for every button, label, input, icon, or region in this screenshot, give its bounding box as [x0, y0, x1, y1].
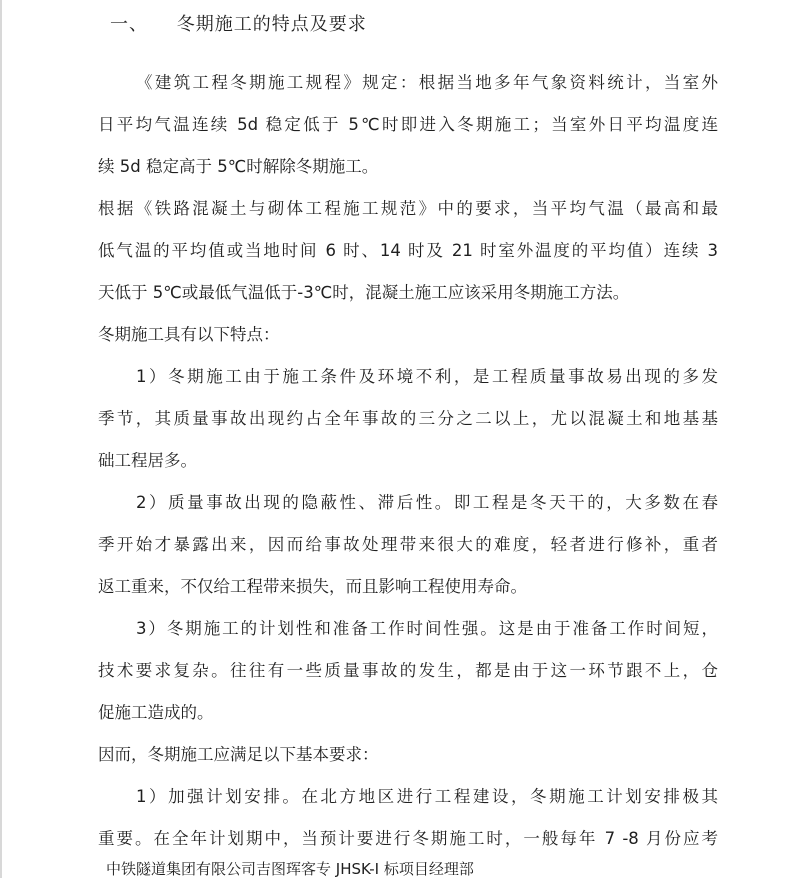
text-line: 日平均气温连续 5d 稳定低于 5℃时即进入冬期施工；当室外日平均温度连 [98, 115, 718, 134]
text-line: 季节，其质量事故出现约占全年事故的三分之二以上，尤以混凝土和地基基 [98, 409, 718, 428]
page-left-edge [0, 0, 2, 878]
text-line: 促施工造成的。 [98, 703, 214, 722]
text-line: 季开始才暴露出来，因而给事故处理带来很大的难度，轻者进行修补，重者 [98, 535, 718, 554]
section-title: 冬期施工的特点及要求 [176, 14, 367, 35]
text-line: 因而，冬期施工应满足以下基本要求： [98, 745, 379, 764]
text-line: 返工重来，不仅给工程带来损失，而且影响工程使用寿命。 [98, 577, 527, 596]
text-line: 3）冬期施工的计划性和准备工作时间性强。这是由于准备工作时间短， [136, 619, 718, 638]
text-line: 低气温的平均值或当地时间 6 时、14 时及 21 时室外温度的平均值）连续 3 [98, 241, 718, 260]
text-line: 1）加强计划安排。在北方地区进行工程建设，冬期施工计划安排极其 [136, 787, 718, 806]
body-text [98, 62, 718, 860]
text-line: 根据《铁路混凝土与砌体工程施工规范》中的要求，当平均气温（最高和最 [98, 199, 718, 218]
section-heading [110, 10, 367, 36]
text-line: 《建筑工程冬期施工规程》规定：根据当地多年气象资料统计，当室外 [136, 73, 718, 92]
text-line: 重要。在全年计划期中，当预计要进行冬期施工时，一般每年 7 -8 月份应考 [98, 829, 718, 848]
text-line: 冬期施工具有以下特点： [98, 325, 280, 344]
text-line: 天低于 5℃或最低气温低于-3℃时，混凝土施工应该采用冬期施工方法。 [98, 283, 630, 302]
text-line: 技术要求复杂。往往有一些质量事故的发生，都是由于这一环节跟不上，仓 [98, 661, 718, 680]
text-line: 续 5d 稳定高于 5℃时解除冬期施工。 [98, 157, 379, 176]
text-line: 2）质量事故出现的隐蔽性、滞后性。即工程是冬天干的，大多数在春 [136, 493, 718, 512]
section-number: 一、 [110, 14, 148, 35]
text-line: 础工程居多。 [98, 451, 197, 470]
footer-text: 中铁隧道集团有限公司吉图珲客专 JHSK-I 标项目经理部 [106, 860, 474, 878]
text-line: 1）冬期施工由于施工条件及环境不利，是工程质量事故易出现的多发 [136, 367, 718, 386]
